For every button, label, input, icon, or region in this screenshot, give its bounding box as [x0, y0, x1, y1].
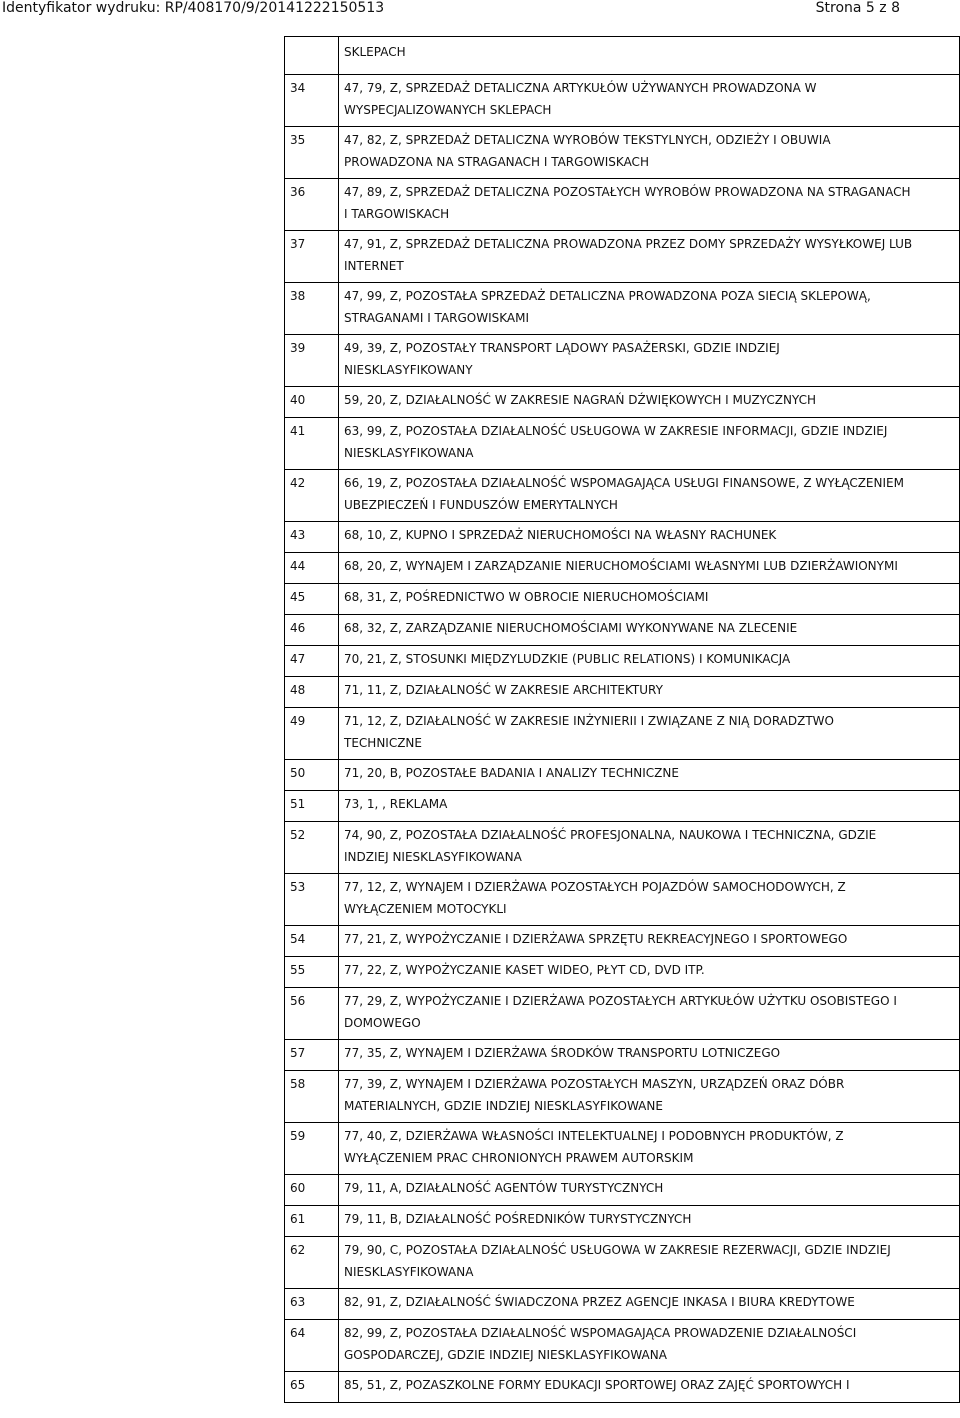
- row-text: [339, 127, 960, 179]
- table-row: [285, 584, 960, 615]
- row-number-value: 37: [290, 237, 306, 251]
- table-row: [285, 37, 960, 75]
- row-number: [285, 926, 339, 957]
- row-text: [339, 1320, 960, 1372]
- row-text-line: NIESKLASYFIKOWANA: [344, 1265, 474, 1279]
- row-text-line: STRAGANAMI I TARGOWISKAMI: [344, 311, 530, 325]
- table-row: [285, 988, 960, 1040]
- print-identifier: Identyfikator wydruku: RP/408170/9/20141222150513: [2, 0, 385, 16]
- row-number: [285, 988, 339, 1040]
- row-text: [339, 874, 960, 926]
- row-text-line: NIESKLASYFIKOWANY: [344, 363, 473, 377]
- row-text-line: 73, 1, , REKLAMA: [344, 797, 448, 811]
- table-row: [285, 615, 960, 646]
- table-row: [285, 926, 960, 957]
- row-number-value: 59: [290, 1129, 306, 1143]
- row-number-value: 60: [290, 1181, 306, 1195]
- row-number: [285, 957, 339, 988]
- row-number: [285, 677, 339, 708]
- row-number: [285, 127, 339, 179]
- row-text: [339, 179, 960, 231]
- row-text-line: 71, 11, Z, DZIAŁALNOŚĆ W ZAKRESIE ARCHITEKTURY: [344, 683, 663, 697]
- row-text: [339, 522, 960, 553]
- row-number-value: 61: [290, 1212, 306, 1226]
- row-text: [339, 37, 960, 75]
- row-text-line: INDZIEJ NIESKLASYFIKOWANA: [344, 850, 522, 864]
- row-text-line: PROWADZONA NA STRAGANACH I TARGOWISKACH: [344, 155, 649, 169]
- table-row: [285, 1289, 960, 1320]
- row-number: [285, 470, 339, 522]
- table-row: [285, 418, 960, 470]
- row-text: [339, 677, 960, 708]
- table-row: [285, 874, 960, 926]
- row-number-value: 47: [290, 652, 306, 666]
- row-text-line: 47, 99, Z, POZOSTAŁA SPRZEDAŻ DETALICZNA PROWADZONA POZA SIECIĄ SKLEPOWĄ,: [344, 289, 871, 303]
- table-row: [285, 1071, 960, 1123]
- row-text-line: WYŁĄCZENIEM MOTOCYKLI: [344, 902, 507, 916]
- row-text-line: 68, 10, Z, KUPNO I SPRZEDAŻ NIERUCHOMOŚCI NA WŁASNY RACHUNEK: [344, 528, 777, 542]
- row-text: [339, 1372, 960, 1403]
- row-number: [285, 822, 339, 874]
- row-text: [339, 615, 960, 646]
- row-text-line: 70, 21, Z, STOSUNKI MIĘDZYLUDZKIE (PUBLIC RELATIONS) I KOMUNIKACJA: [344, 652, 791, 666]
- row-number: [285, 615, 339, 646]
- row-number: [285, 75, 339, 127]
- table-row: [285, 1372, 960, 1403]
- row-text-line: 59, 20, Z, DZIAŁALNOŚĆ W ZAKRESIE NAGRAŃ DŹWIĘKOWYCH I MUZYCZNYCH: [344, 393, 816, 407]
- row-text: [339, 75, 960, 127]
- row-number-value: 57: [290, 1046, 306, 1060]
- row-number: [285, 418, 339, 470]
- row-text: [339, 231, 960, 283]
- row-text-line: 68, 20, Z, WYNAJEM I ZARZĄDZANIE NIERUCHOMOŚCIAMI WŁASNYMI LUB DZIERŻAWIONYMI: [344, 559, 898, 573]
- row-text-line: 47, 91, Z, SPRZEDAŻ DETALICZNA PROWADZONA PRZEZ DOMY SPRZEDAŻY WYSYŁKOWEJ LUB: [344, 237, 913, 251]
- table-row: [285, 75, 960, 127]
- row-text-line: 77, 22, Z, WYPOŻYCZANIE KASET WIDEO, PŁYT CD, DVD ITP.: [344, 963, 705, 977]
- row-text-line: 47, 79, Z, SPRZEDAŻ DETALICZNA ARTYKUŁÓW UŻYWANYCH PROWADZONA W: [344, 81, 817, 95]
- table-row: [285, 553, 960, 584]
- row-number-value: 65: [290, 1378, 306, 1392]
- row-number-value: 56: [290, 994, 306, 1008]
- row-number-value: 58: [290, 1077, 306, 1091]
- row-text: [339, 470, 960, 522]
- row-number-value: 51: [290, 797, 306, 811]
- row-number: [285, 1320, 339, 1372]
- row-text: [339, 646, 960, 677]
- row-number-value: 64: [290, 1326, 306, 1340]
- table-row: [285, 522, 960, 553]
- row-text-line: 82, 91, Z, DZIAŁALNOŚĆ ŚWIADCZONA PRZEZ AGENCJE INKASA I BIURA KREDYTOWE: [344, 1295, 855, 1309]
- row-number: [285, 1206, 339, 1237]
- row-text-line: 74, 90, Z, POZOSTAŁA DZIAŁALNOŚĆ PROFESJONALNA, NAUKOWA I TECHNICZNA, GDZIE: [344, 828, 877, 842]
- row-number-value: 40: [290, 393, 306, 407]
- row-number-value: 35: [290, 133, 306, 147]
- row-text: [339, 791, 960, 822]
- table-row: [285, 822, 960, 874]
- row-text-line: 79, 11, A, DZIAŁALNOŚĆ AGENTÓW TURYSTYCZNYCH: [344, 1181, 664, 1195]
- table-row: [285, 677, 960, 708]
- row-text-line: 77, 29, Z, WYPOŻYCZANIE I DZIERŻAWA POZOSTAŁYCH ARTYKUŁÓW UŻYTKU OSOBISTEGO I: [344, 994, 897, 1008]
- row-text-line: SKLEPACH: [344, 45, 406, 59]
- row-text-line: 77, 12, Z, WYNAJEM I DZIERŻAWA POZOSTAŁYCH POJAZDÓW SAMOCHODOWYCH, Z: [344, 880, 846, 894]
- row-number-value: 49: [290, 714, 306, 728]
- row-text: [339, 760, 960, 791]
- row-text-line: 85, 51, Z, POZASZKOLNE FORMY EDUKACJI SPORTOWEJ ORAZ ZAJĘĆ SPORTOWYCH I: [344, 1378, 850, 1392]
- row-text-line: 79, 90, C, POZOSTAŁA DZIAŁALNOŚĆ USŁUGOWA W ZAKRESIE REZERWACJI, GDZIE INDZIEJ: [344, 1243, 891, 1257]
- row-number: [285, 553, 339, 584]
- row-number: [285, 231, 339, 283]
- pkd-codes-table: [284, 36, 960, 1403]
- row-text-line: UBEZPIECZEŃ I FUNDUSZÓW EMERYTALNYCH: [344, 498, 618, 512]
- table-row: [285, 1206, 960, 1237]
- row-number-value: 46: [290, 621, 306, 635]
- table-row: [285, 179, 960, 231]
- row-number: [285, 335, 339, 387]
- row-text-line: INTERNET: [344, 259, 404, 273]
- row-text: [339, 553, 960, 584]
- row-text-line: NIESKLASYFIKOWANA: [344, 446, 474, 460]
- row-text: [339, 1123, 960, 1175]
- row-text-line: 66, 19, Z, POZOSTAŁA DZIAŁALNOŚĆ WSPOMAGAJĄCA USŁUGI FINANSOWE, Z WYŁĄCZENIEM: [344, 476, 904, 490]
- row-text: [339, 957, 960, 988]
- row-number-value: 50: [290, 766, 306, 780]
- row-text-line: 77, 39, Z, WYNAJEM I DZIERŻAWA POZOSTAŁYCH MASZYN, URZĄDZEŃ ORAZ DÓBR: [344, 1077, 845, 1091]
- row-text-line: 82, 99, Z, POZOSTAŁA DZIAŁALNOŚĆ WSPOMAGAJĄCA PROWADZENIE DZIAŁALNOŚCI: [344, 1326, 857, 1340]
- row-number: [285, 522, 339, 553]
- row-number: [285, 1123, 339, 1175]
- table-row: [285, 231, 960, 283]
- row-text: [339, 1175, 960, 1206]
- row-text-line: 77, 21, Z, WYPOŻYCZANIE I DZIERŻAWA SPRZĘTU REKREACYJNEGO I SPORTOWEGO: [344, 932, 848, 946]
- row-number-value: 38: [290, 289, 306, 303]
- row-text: [339, 418, 960, 470]
- row-number: [285, 37, 339, 75]
- row-number: [285, 179, 339, 231]
- table-row: [285, 791, 960, 822]
- row-number: [285, 584, 339, 615]
- row-text: [339, 1040, 960, 1071]
- row-number-value: 36: [290, 185, 306, 199]
- row-number: [285, 387, 339, 418]
- row-text-line: 79, 11, B, DZIAŁALNOŚĆ POŚREDNIKÓW TURYSTYCZNYCH: [344, 1212, 692, 1226]
- row-text-line: I TARGOWISKACH: [344, 207, 450, 221]
- row-number: [285, 874, 339, 926]
- table-row: [285, 1175, 960, 1206]
- row-number-value: 44: [290, 559, 306, 573]
- row-text-line: 47, 89, Z, SPRZEDAŻ DETALICZNA POZOSTAŁYCH WYROBÓW PROWADZONA NA STRAGANACH: [344, 185, 911, 199]
- table-row: [285, 1040, 960, 1071]
- row-number: [285, 1289, 339, 1320]
- row-text: [339, 1289, 960, 1320]
- row-number-value: 34: [290, 81, 306, 95]
- row-text-line: GOSPODARCZEJ, GDZIE INDZIEJ NIESKLASYFIKOWANA: [344, 1348, 667, 1362]
- row-text: [339, 1206, 960, 1237]
- row-text: [339, 708, 960, 760]
- row-number: [285, 646, 339, 677]
- row-text: [339, 1237, 960, 1289]
- row-number-value: 42: [290, 476, 306, 490]
- row-text-line: 71, 12, Z, DZIAŁALNOŚĆ W ZAKRESIE INŻYNIERII I ZWIĄZANE Z NIĄ DORADZTWO: [344, 714, 834, 728]
- row-number: [285, 1071, 339, 1123]
- table-row: [285, 1123, 960, 1175]
- table-row: [285, 957, 960, 988]
- row-text-line: 68, 32, Z, ZARZĄDZANIE NIERUCHOMOŚCIAMI WYKONYWANE NA ZLECENIE: [344, 621, 798, 635]
- row-text-line: MATERIALNYCH, GDZIE INDZIEJ NIESKLASYFIKOWANE: [344, 1099, 663, 1113]
- row-number: [285, 1237, 339, 1289]
- row-text: [339, 387, 960, 418]
- table-row: [285, 708, 960, 760]
- row-text: [339, 584, 960, 615]
- row-number-value: 45: [290, 590, 306, 604]
- table-row: [285, 646, 960, 677]
- table-row: [285, 470, 960, 522]
- row-number-value: 43: [290, 528, 306, 542]
- row-text-line: WYSPECJALIZOWANYCH SKLEPACH: [344, 103, 552, 117]
- row-number: [285, 1372, 339, 1403]
- table-row: [285, 283, 960, 335]
- page-number: Strona 5 z 8: [815, 0, 900, 16]
- row-text: [339, 1071, 960, 1123]
- row-number-value: 62: [290, 1243, 306, 1257]
- table-row: [285, 1320, 960, 1372]
- row-text-line: 68, 31, Z, POŚREDNICTWO W OBROCIE NIERUCHOMOŚCIAMI: [344, 590, 709, 604]
- row-text-line: WYŁĄCZENIEM PRAC CHRONIONYCH PRAWEM AUTORSKIM: [344, 1151, 694, 1165]
- row-text: [339, 926, 960, 957]
- row-text-line: DOMOWEGO: [344, 1016, 421, 1030]
- row-number-value: 54: [290, 932, 306, 946]
- row-text-line: 63, 99, Z, POZOSTAŁA DZIAŁALNOŚĆ USŁUGOWA W ZAKRESIE INFORMACJI, GDZIE INDZIEJ: [344, 424, 888, 438]
- row-text-line: 77, 40, Z, DZIERŻAWA WŁASNOŚCI INTELEKTUALNEJ I PODOBNYCH PRODUKTÓW, Z: [344, 1129, 844, 1143]
- table-row: [285, 127, 960, 179]
- row-number-value: 48: [290, 683, 306, 697]
- row-number-value: 55: [290, 963, 306, 977]
- row-text-line: 47, 82, Z, SPRZEDAŻ DETALICZNA WYROBÓW TEKSTYLNYCH, ODZIEŻY I OBUWIA: [344, 133, 831, 147]
- row-number-value: 39: [290, 341, 306, 355]
- row-text: [339, 988, 960, 1040]
- print-header: [0, 0, 960, 18]
- row-number: [285, 283, 339, 335]
- row-number: [285, 1175, 339, 1206]
- row-number: [285, 760, 339, 791]
- row-number-value: 52: [290, 828, 306, 842]
- row-number: [285, 791, 339, 822]
- row-number-value: 63: [290, 1295, 306, 1309]
- row-number-value: 53: [290, 880, 306, 894]
- row-text-line: 49, 39, Z, POZOSTAŁY TRANSPORT LĄDOWY PASAŻERSKI, GDZIE INDZIEJ: [344, 341, 780, 355]
- row-number-value: 41: [290, 424, 306, 438]
- row-text-line: TECHNICZNE: [344, 736, 422, 750]
- table-row: [285, 335, 960, 387]
- row-number: [285, 1040, 339, 1071]
- table-row: [285, 1237, 960, 1289]
- table-row: [285, 760, 960, 791]
- row-text-line: 77, 35, Z, WYNAJEM I DZIERŻAWA ŚRODKÓW TRANSPORTU LOTNICZEGO: [344, 1046, 781, 1060]
- row-text: [339, 335, 960, 387]
- row-text: [339, 822, 960, 874]
- table-row: [285, 387, 960, 418]
- row-number: [285, 708, 339, 760]
- row-text-line: 71, 20, B, POZOSTAŁE BADANIA I ANALIZY TECHNICZNE: [344, 766, 679, 780]
- row-text: [339, 283, 960, 335]
